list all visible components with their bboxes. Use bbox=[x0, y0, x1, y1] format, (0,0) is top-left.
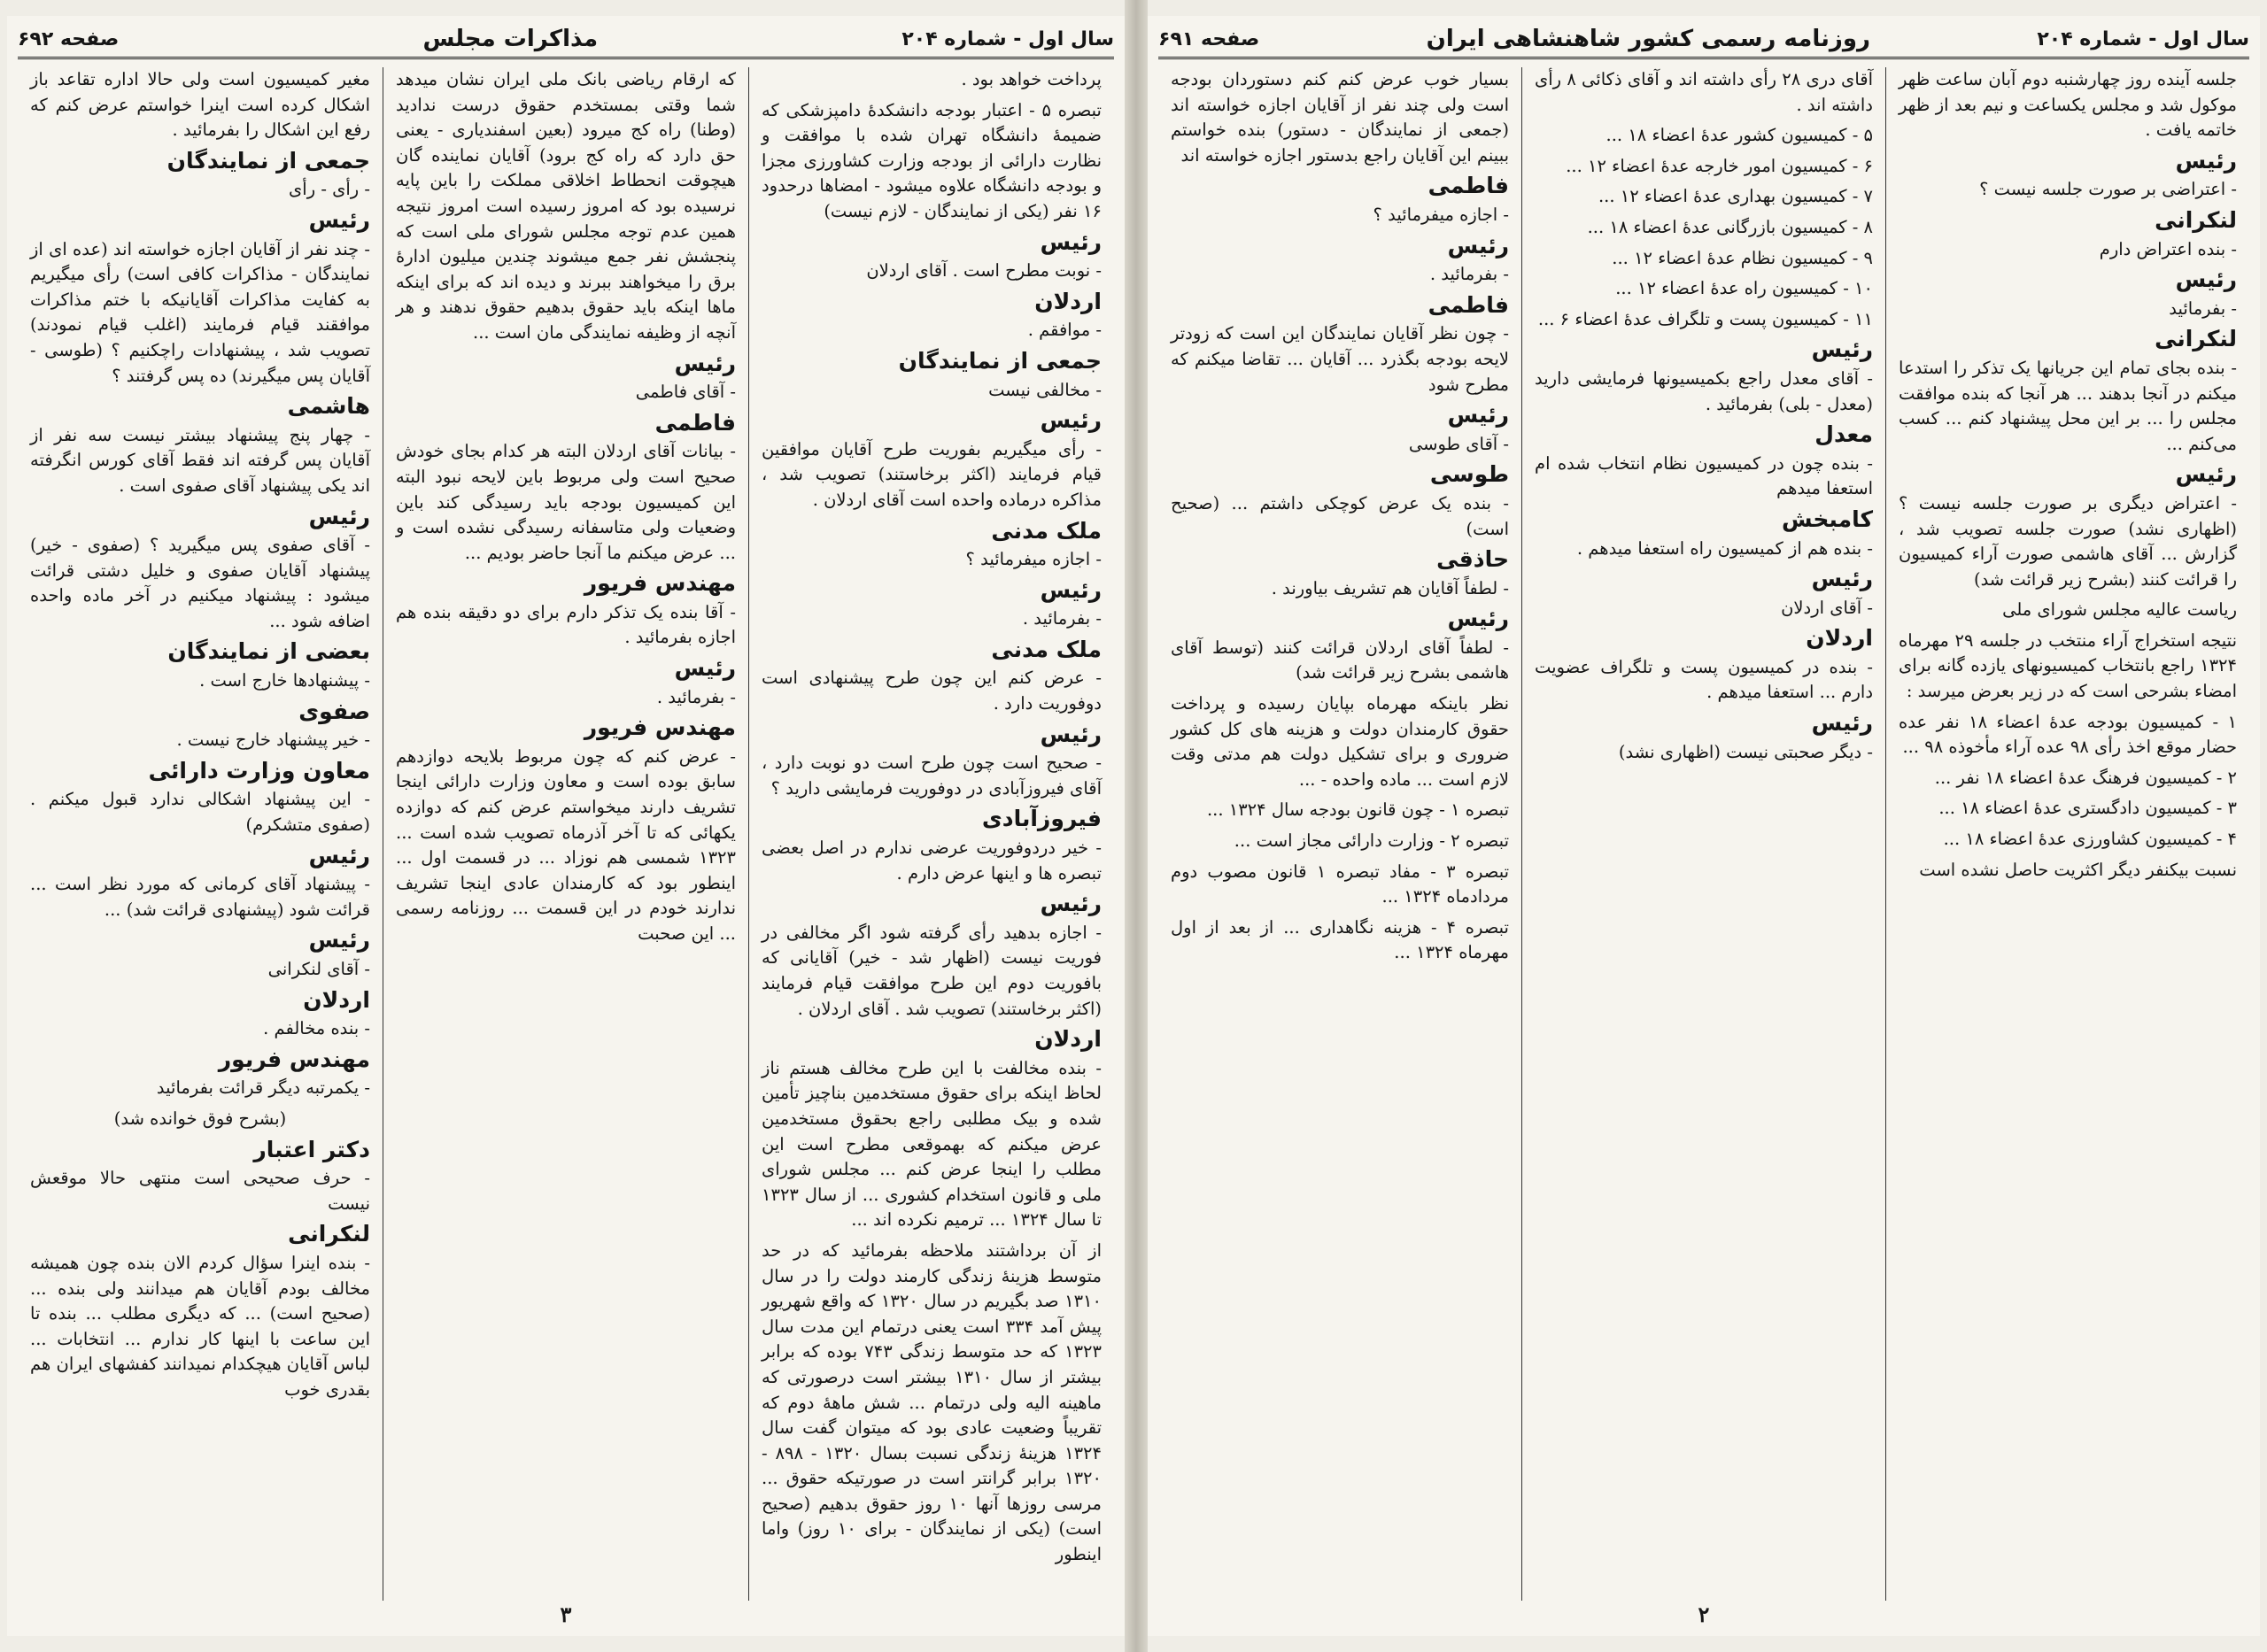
paragraph: نظر باینکه مهرماه بپایان رسیده و پرداخت حقوق کارمندان دولت و هزینه های کل کشور ضروری و برای تشکیل دولت هم مدتی وقت لازم است ... ماده واحده - ... bbox=[1171, 693, 1509, 790]
paragraph: ۹ - کمیسیون نظام عدۀ اعضاء ۱۲ ... bbox=[1612, 247, 1873, 268]
speaker-label: اردلان bbox=[1034, 288, 1102, 314]
speech-text: - دیگر صحبتی نیست (اظهاری نشد) bbox=[1618, 741, 1873, 762]
speaker-name bbox=[396, 715, 736, 741]
left-issue: سال اول - شماره ۲۰۴ bbox=[901, 27, 1114, 50]
paragraph: جلسه آینده روز چهارشنبه دوم آبان ساعت ظهر موکول شد و مجلس یکساعت و نیم بعد از ظهر خاتمه یافت . bbox=[1899, 69, 2237, 141]
speech-text: - عرض کنم که چون مربوط بلایحه دوازدهم سابق بوده است و معاون وزارت دارائی اینجا تشریف دارند میخواستم عرض کنم که دوازده یکهائی که تا آخر آذرماه تصویب شده است ... ۱۳۲۳ شمسی هم نوزاد ... در قسمت اول ... اینطور بود که کارمندان عادی اینجا تشریف ندارند خودم در این قسمت ... روزنامه رسمی ... این صحبت bbox=[396, 745, 736, 944]
speaker-label: رئیس bbox=[1040, 576, 1102, 603]
paragraph: ۱۱ - کمیسیون پست و تلگراف عدۀ اعضاء ۶ ... bbox=[1537, 308, 1873, 329]
speech-text: - بنده مخالفت با این طرح مخالف هستم ناز لحاظ اینکه برای حقوق مستخدمین بناچیز تأمین شده و بیک مطلبی راجع بحقوق مستخدمین عرض میکنم که بهموقعی مطرح است این مطلب را اینجا عرض کنم ... مجلس شورای ملی و قانون استخدام کشوری ... از سال ۱۳۲۳ تا سال ۱۳۲۴ ... ترمیم نکرده اند ... bbox=[762, 1057, 1102, 1231]
speech-text: - بفرمائید . bbox=[1022, 608, 1102, 629]
speaker-name bbox=[30, 988, 370, 1014]
speaker-name bbox=[1171, 462, 1509, 488]
speaker-label: لنکرانی bbox=[2155, 326, 2237, 352]
speaker-name bbox=[762, 807, 1102, 832]
speech-text: - نوبت مطرح است . آقای اردلان bbox=[866, 260, 1102, 282]
speech-text: - این پیشنهاد اشکالی ندارد قبول میکنم . (صفوی متشکرم) bbox=[30, 789, 370, 836]
speaker-name bbox=[762, 892, 1102, 917]
speaker-label: حاذقی bbox=[1436, 546, 1509, 573]
paragraph: نسبت بیکنفر دیگر اکثریت حاصل نشده است bbox=[1919, 859, 2237, 880]
speaker-name bbox=[762, 289, 1102, 315]
speaker-label: دکتر اعتبار bbox=[253, 1136, 370, 1162]
right-title: روزنامه رسمی کشور شاهنشاهی ایران bbox=[1426, 26, 1870, 52]
right-issue: سال اول - شماره ۲۰۴ bbox=[2037, 27, 2249, 50]
speaker-name bbox=[1899, 149, 2237, 174]
paragraph: ۴ - کمیسیون کشاورزی عدۀ اعضاء ۱۸ ... bbox=[1943, 829, 2237, 850]
speaker-name bbox=[30, 505, 370, 530]
speaker-name bbox=[30, 759, 370, 784]
paragraph: نتیجه استخراج آراء منتخب در جلسه ۲۹ مهرماه ۱۳۲۴ راجع بانتخاب کمیسیونهای یازده گانه برای امضاء بشرحی است که در زیر بعرض میرسد : bbox=[1899, 629, 2237, 702]
speaker-label: معدل bbox=[1814, 421, 1873, 448]
speaker-name bbox=[1899, 327, 2237, 352]
speech-text: - بنده در کمیسیون پست و تلگراف عضویت دارم ... استعفا میدهم . bbox=[1535, 656, 1873, 703]
speaker-name bbox=[30, 208, 370, 234]
speaker-name bbox=[30, 928, 370, 953]
paragraph: ریاست عالیه مجلس شورای ملی bbox=[2002, 599, 2237, 621]
paragraph: ۲ - کمیسیون فرهنگ عدۀ اعضاء ۱۸ نفر ... bbox=[1934, 767, 2237, 788]
speaker-name bbox=[762, 722, 1102, 748]
left-page bbox=[7, 16, 1125, 1636]
speaker-name bbox=[762, 230, 1102, 256]
speaker-label: ملک مدنی bbox=[991, 636, 1102, 662]
speech-text: - چند نفر از آقایان اجازه خواسته اند (عده ای از نمایندگان - مذاکرات کافی است) رأی میگیریم به کفایت مذاکرات آقایانیکه با ختم مذاکرات موافقند قیام فرمایند (اغلب قیام نمودند) تصویب شد ، پیشنهادات راچکنیم ؟ (طوسی - آقایان پس میگیرند) ده پس گرفتند ؟ bbox=[30, 238, 370, 386]
speaker-label: رئیس bbox=[2175, 147, 2237, 174]
speaker-label: اردلان bbox=[1034, 1026, 1102, 1053]
speaker-name bbox=[762, 637, 1102, 663]
speaker-label: رئیس bbox=[2175, 266, 2237, 293]
speaker-name bbox=[1171, 606, 1509, 632]
speech-text: - رأی میگیریم بفوریت طرح آقایان موافقین قیام فرمایند (اکثر برخاستند) تصویب شد ، مذاکره درماده واحده است آقای اردلان . bbox=[762, 438, 1102, 510]
speaker-name bbox=[30, 1222, 370, 1247]
speaker-name bbox=[762, 349, 1102, 374]
speaker-label: فیروزآبادی bbox=[981, 806, 1102, 832]
page-gutter bbox=[1125, 0, 1148, 1652]
speech-text: - چون نظر آقایان نمایندگان این است که زودتر لایحه بودجه بگذرد ... آقایان ... تقاضا میکنم که مطرح شود bbox=[1171, 323, 1509, 395]
speech-text: - اعتراض دیگری بر صورت جلسه نیست ؟ (اظهاری نشد) صورت جلسه تصویب شد ، گزارش ... آقای هاشمی صورت آراء کمیسیون را قرائت کنند (بشرح زیر قرائت شد) bbox=[1899, 492, 2237, 590]
speaker-label: جمعی از نمایندگان bbox=[166, 147, 370, 174]
speaker-name bbox=[1535, 337, 1873, 363]
right-masthead bbox=[1158, 21, 2249, 59]
speaker-label: رئیس bbox=[1447, 232, 1509, 259]
speaker-label: لنکرانی bbox=[2155, 206, 2237, 233]
speech-text: - خیر دردوفوریت عرضی ندارم در اصل بعضی تبصره ها و اینها عرض دارم . bbox=[762, 838, 1102, 884]
right-page bbox=[1148, 16, 2260, 1636]
speaker-name bbox=[30, 699, 370, 725]
speaker-label: رئیس bbox=[1040, 721, 1102, 747]
speaker-label: طوسی bbox=[1429, 461, 1509, 488]
speaker-label: بعضی از نمایندگان bbox=[167, 638, 370, 665]
paragraph: ۳ - کمیسیون دادگستری عدۀ اعضاء ۱۸ ... bbox=[1938, 798, 2237, 819]
speaker-name bbox=[30, 1138, 370, 1163]
left-title: مذاکرات مجلس bbox=[422, 26, 599, 52]
speaker-name bbox=[30, 639, 370, 665]
speaker-label: فاطمی bbox=[654, 409, 736, 436]
speaker-name bbox=[1899, 267, 2237, 293]
speaker-label: ملک مدنی bbox=[991, 517, 1102, 544]
speech-text: - موافقم . bbox=[1027, 320, 1102, 341]
speech-text: - آقای فاطمی bbox=[635, 382, 736, 403]
speech-text: - بنده هم از کمیسیون راه استعفا میدهم . bbox=[1576, 537, 1873, 559]
speech-text: - صحیح است چون طرح است دو نوبت دارد ، آقای فیروزآبادی در دوفوریت فرمایشی دارید ؟ bbox=[762, 753, 1102, 799]
speaker-name bbox=[1535, 422, 1873, 448]
text-column bbox=[383, 67, 748, 1601]
speech-text: از آن برداشتند ملاحظه بفرمائید که در حد متوسط هزینۀ زندگی کارمند دولت را در سال ۱۳۱۰ صد بگیریم در سال ۱۳۲۰ که واقع شهریور پیش آمد ۳۳۴ است یعنی درتمام این مدت سال ۱۳۲۳ که حد متوسط زندگی ۷۴۳ بوده که برابر بیشتر از سال ۱۳۱۰ بیشتر است درصورتی که ماهینه الیه ولی درتمام ... شش ماهۀ دوم که تقریباً وضعیت عادی بود که میتوان گفت سال ۱۳۲۴ هزینۀ زندگی نسبت بسال ۱۳۲۰ - ۸۹۸ - ۱۳۲۰ برابر گرانتر است در صورتیکه حقوق ... مرسی روزها آنها ۱۰ روز حقوق بدهیم (صحیح است) (یکی از نمایندگان - برای ۱۰ روز) واما اینطور bbox=[762, 1239, 1103, 1565]
speech-text: - بفرمائید . bbox=[656, 686, 736, 707]
speech-text: - بفرمائید bbox=[2169, 297, 2237, 319]
speaker-name bbox=[762, 578, 1102, 604]
text-column bbox=[748, 67, 1114, 1601]
speaker-label: رئیس bbox=[1040, 228, 1102, 255]
speaker-name bbox=[30, 1047, 370, 1073]
speaker-label: رئیس bbox=[1040, 407, 1102, 434]
speaker-label: رئیس bbox=[308, 842, 370, 868]
left-masthead bbox=[18, 21, 1114, 59]
speaker-label: مهندس فریور bbox=[218, 1046, 370, 1072]
paragraph: تبصره ۲ - وزارت دارائی مجاز است ... bbox=[1234, 830, 1509, 852]
speaker-label: مهندس فریور bbox=[584, 570, 736, 597]
speaker-name bbox=[30, 844, 370, 869]
paragraph: ۷ - کمیسیون بهداری عدۀ اعضاء ۱۲ ... bbox=[1598, 186, 1873, 207]
speech-text: - بنده چون در کمیسیون نظام انتخاب شده ام استعفا میدهم bbox=[1535, 452, 1873, 499]
speech-text: - حرف صحیحی است منتهی حالا موقعش نیست bbox=[30, 1168, 370, 1214]
speaker-name bbox=[1535, 626, 1873, 652]
speaker-label: هاشمی bbox=[287, 393, 370, 420]
speaker-label: رئیس bbox=[1447, 606, 1509, 632]
speaker-name bbox=[396, 571, 736, 597]
speaker-label: کامبخش bbox=[1782, 506, 1873, 532]
speech-text: - رأی - رأی bbox=[289, 179, 370, 200]
paragraph: تبصره ۵ - اعتبار بودجه دانشکدۀ دامپزشکی که ضمیمۀ دانشگاه تهران شده با موافقت و نظارت دارائی از بودجه وزارت کشاورزی مجزا و بودجه دانشگاه علاوه میشود - امضاها درحدود ۱۶ نفر (یکی از نمایندگان - لازم نیست) bbox=[762, 99, 1102, 221]
speaker-label: لنکرانی bbox=[288, 1221, 370, 1247]
paragraph: پرداخت خواهد بود . bbox=[961, 69, 1102, 89]
speech-text: - بفرمائید . bbox=[1429, 264, 1509, 285]
right-columns bbox=[1158, 67, 2249, 1601]
speech-text: - آقا بنده یک تذکر دارم برای دو دقیقه بنده هم اجازه بفرمائید . bbox=[396, 601, 736, 648]
speech-text: - اجازه بدهید رأی گرفته شود اگر مخالفی در فوریت نیست (اظهار شد - خیر) آقایانی که بافوریت دوم این طرح موافقت قیام فرمایند (اکثر برخاستند) تصویب شد . آقای اردلان . bbox=[762, 922, 1102, 1019]
speech-text: - بنده اعتراض دارم bbox=[2099, 238, 2237, 259]
speaker-label: اردلان bbox=[303, 986, 370, 1013]
speaker-name bbox=[30, 394, 370, 420]
speech-text: - آقای صفوی پس میگیرید ؟ (صفوی - خیر) پیشنهاد آقایان صفوی و خلیل دشتی قرائت میشود : پیشنهاد میکنیم در آخر ماده واحده اضافه شود ... bbox=[30, 535, 370, 631]
speaker-label: رئیس bbox=[1811, 710, 1873, 737]
speaker-label: رئیس bbox=[308, 503, 370, 529]
left-columns bbox=[18, 67, 1114, 1601]
speaker-name bbox=[1535, 507, 1873, 533]
speaker-label: رئیس bbox=[674, 655, 736, 682]
speaker-label: مهندس فریور bbox=[584, 714, 736, 741]
speaker-name bbox=[396, 411, 736, 436]
speaker-label: جمعی از نمایندگان bbox=[898, 347, 1102, 374]
paragraph: ۱۰ - کمیسیون راه عدۀ اعضاء ۱۲ ... bbox=[1615, 278, 1873, 299]
speaker-label: معاون وزارت دارائی bbox=[148, 757, 370, 784]
text-column bbox=[1521, 67, 1885, 1601]
speech-text: - خیر پیشنهاد خارج نیست . bbox=[176, 730, 370, 751]
speech-text: - آقای معدل راجع بکمیسیونها فرمایشی دارید (معدل - بلی) بفرمائید . bbox=[1535, 367, 1873, 414]
text-column bbox=[1885, 67, 2249, 1601]
speaker-name bbox=[1535, 567, 1873, 592]
speaker-label: رئیس bbox=[1040, 891, 1102, 917]
speaker-name bbox=[1899, 462, 2237, 488]
speech-text: - پیشنهاد آقای کرمانی که مورد نظر است ... قرائت شود (پیشنهادی قرائت شد) ... bbox=[30, 874, 370, 920]
paragraph: تبصره ۴ - هزینه نگاهداری ... از بعد از اول مهرماه ۱۳۲۴ ... bbox=[1171, 916, 1509, 963]
paragraph: تبصره ۳ - مفاد تبصره ۱ قانون مصوب دوم مردادماه ۱۳۲۴ ... bbox=[1171, 861, 1510, 907]
speech-text: - بنده مخالفم . bbox=[263, 1018, 370, 1039]
speech-text: - یکمرتبه دیگر قرائت بفرمائید bbox=[156, 1077, 370, 1099]
speech-text: - اجازه میفرمائید ؟ bbox=[965, 549, 1102, 570]
speech-text: - بنده بجای تمام این جریانها یک تذکر را استدعا میکنم در آنجا بدهند ... هر آنجا که بنده موافقت مجلس را ... بر این محل پیشنهاد کنم ... کسب می‌کنم ... bbox=[1899, 357, 2237, 454]
speaker-label: فاطمی bbox=[1428, 173, 1509, 199]
speaker-label: رئیس bbox=[1811, 566, 1873, 592]
paragraph: مغیر کمیسیون است ولی حالا اداره تقاعد باز اشکال کرده است اینرا خواستم عرض کنم که رفع این اشکال را بفرمائید . bbox=[30, 69, 370, 141]
speaker-name bbox=[396, 351, 736, 377]
speech-text: - آقای لنکرانی bbox=[267, 959, 370, 979]
left-page-number: صفحه ۶۹۲ bbox=[18, 27, 120, 50]
paragraph: بسیار خوب عرض کنم کنم دستوردان بودجه است ولی چند نفر از آقایان اجازه خواسته اند (جمعی از نمایندگان - دستور) بنده خواستم ببینم این آقایان راجع بدستور اجازه خواسته اند bbox=[1171, 69, 1509, 166]
speaker-name bbox=[1171, 174, 1509, 199]
speaker-name bbox=[1171, 547, 1509, 573]
speaker-name bbox=[1171, 234, 1509, 259]
paragraph: ۸ - کمیسیون بازرگانی عدۀ اعضاء ۱۸ ... bbox=[1587, 216, 1873, 237]
speech-text: - لطفاً آقایان هم تشریف بیاورند . bbox=[1271, 577, 1509, 598]
speaker-label: اردلان bbox=[1806, 625, 1873, 652]
speaker-name bbox=[1899, 208, 2237, 234]
paragraph: ۵ - کمیسیون کشور عدۀ اعضاء ۱۸ ... bbox=[1605, 125, 1873, 146]
paragraph: ۱ - کمیسیون بودجه عدۀ اعضاء ۱۸ نفر عده حضار موقع اخذ رأی ۹۸ عده آراء مأخوذه ۹۸ ... bbox=[1899, 711, 2237, 758]
paragraph: که ارقام ریاضی بانک ملی ایران نشان میدهد شما وقتی بمستخدم حقوق درست ندادید (وطنا) راه کج میرود (بعین اسفندیاری - یعنی حق دارد که راه کج برود) آقایان نماینده گان هیچوقت انحطاط اخلاقی مملکت را باین پایه نرسیده بود که امروز رسیده است امروز نتیجه همین عدم توجه مجلس شورای ملی است که پنجشش نفر جمع میشوند چندین میلیون ادارۀ برق را میخواهند ببرند و دیده اند که برای اینکه ماها اینکه باید حقوق بدهیم حقوق ندهند و هر آنچه از وظیفه نمایندگی مان است ... bbox=[396, 69, 736, 343]
speaker-name bbox=[30, 149, 370, 174]
speech-text: - اعتراضی بر صورت جلسه نیست ؟ bbox=[1979, 179, 2237, 200]
speech-text: - چهار پنج پیشنهاد بیشتر نیست سه نفر از آقایان پس گرفته اند فقط آقای کورس انگرفته اند یکی پیشنهاد آقای صفوی است . bbox=[30, 424, 370, 496]
speech-text: - عرض کنم این چون طرح پیشنهادی است دوفوریت دارد . bbox=[762, 668, 1102, 714]
speaker-name bbox=[762, 1027, 1102, 1053]
note: (بشرح فوق خوانده شد) bbox=[113, 1108, 287, 1129]
speaker-label: رئیس bbox=[1447, 402, 1509, 428]
speaker-name bbox=[762, 519, 1102, 544]
right-page-number: صفحه ۶۹۱ bbox=[1158, 27, 1260, 50]
speaker-name bbox=[1171, 293, 1509, 319]
speaker-label: فاطمی bbox=[1428, 291, 1509, 318]
speaker-label: صفوی bbox=[298, 698, 370, 724]
speaker-name bbox=[1171, 403, 1509, 428]
text-column bbox=[1158, 67, 1521, 1601]
speech-text: - بنده یک عرض کوچکی داشتم ... (صحیح است) bbox=[1171, 492, 1509, 539]
left-folio: ۳ bbox=[560, 1602, 572, 1627]
speech-text: - بیانات آقای اردلان البته هر کدام بجای خودش صحیح است ولی مربوط باین لایحه نبود البته این کمیسیون بودجه باید رسیدگی کند باین وضعیات ولی متاسفانه رسیدگی نشده است و ... عرض میکنم ما آنجا حاضر بودیم ... bbox=[396, 441, 736, 563]
speaker-label: رئیس bbox=[308, 206, 370, 233]
paragraph: تبصره ۱ - چون قانون بودجه سال ۱۳۲۴ ... bbox=[1206, 799, 1509, 821]
speech-text: - مخالفی نیست bbox=[988, 379, 1102, 400]
speaker-name bbox=[762, 408, 1102, 434]
speaker-label: رئیس bbox=[308, 927, 370, 953]
speaker-label: رئیس bbox=[2175, 461, 2237, 488]
speaker-name bbox=[396, 656, 736, 682]
text-column bbox=[18, 67, 383, 1601]
paragraph: آقای دری ۲۸ رأی داشته اند و آقای ذکائی ۸ رأی داشته اند . bbox=[1535, 69, 1874, 115]
speech-text: - آقای طوسی bbox=[1408, 433, 1509, 454]
speech-text: - آقای اردلان bbox=[1781, 597, 1873, 618]
speech-text: - لطفاً آقای اردلان قرائت کنند (توسط آقای هاشمی بشرح زیر قرائت شد) bbox=[1171, 637, 1509, 683]
speech-text: - پیشنهادها خارج است . bbox=[199, 670, 370, 691]
paragraph: ۶ - کمیسیون امور خارجه عدۀ اعضاء ۱۲ ... bbox=[1566, 155, 1873, 176]
speaker-label: رئیس bbox=[1811, 336, 1873, 363]
speaker-label: رئیس bbox=[674, 350, 736, 376]
speech-text: - بنده اینرا سؤال کردم الان بنده چون همیشه مخالف بودم آقایان هم میدانند ولی بنده ... (صحیح است) ... که دیگری مطلب ... بنده تا این ساعت با اینها کار ندارم ... انتخابات ... لباس آقایان هیچکدام نمیدانند کفشهای ایران هم بقدری خوب bbox=[30, 1252, 370, 1400]
right-folio: ۲ bbox=[1698, 1602, 1710, 1627]
speech-text: - اجازه میفرمائید ؟ bbox=[1373, 204, 1509, 225]
speaker-name bbox=[1535, 711, 1873, 737]
